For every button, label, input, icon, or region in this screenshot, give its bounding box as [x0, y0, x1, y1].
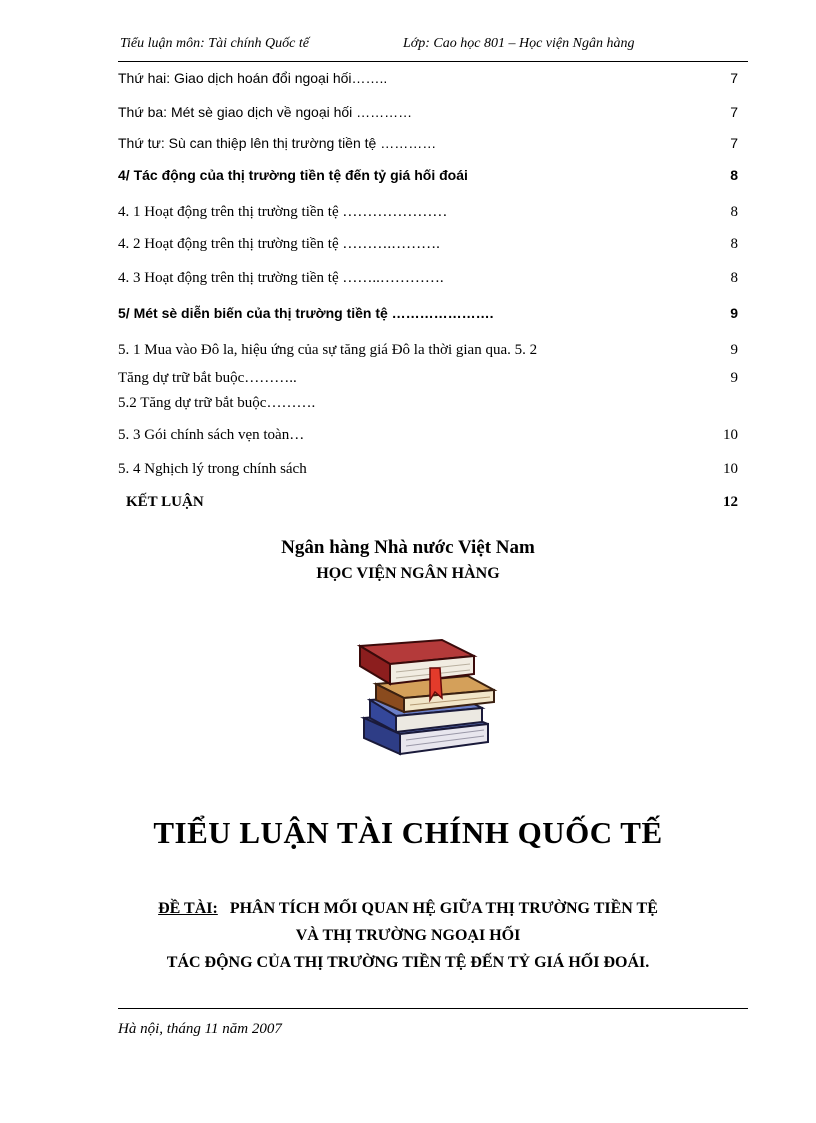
topic-line-3: TÁC ĐỘNG CỦA THỊ TRƯỜNG TIỀN TỆ ĐẾN TỶ GIÁ HỐI ĐOÁI. — [166, 954, 650, 971]
toc-entry-page: 8 — [730, 270, 738, 286]
toc-entry-label: Thứ hai: Giao dịch hoán đổi ngoại hối…….. — [118, 70, 388, 86]
toc-entry-label: 5. 3 Gói chính sách vẹn toàn… — [118, 427, 305, 443]
toc-entry-page: 10 — [723, 461, 738, 477]
header-course: Tiểu luận môn: Tài chính Quốc tế — [120, 36, 309, 51]
document-title: TIỂU LUẬN TÀI CHÍNH QUỐC TẾ — [153, 815, 663, 850]
toc-entry-page: 7 — [730, 70, 738, 86]
topic-line-1 — [0, 895, 816, 922]
toc-entry-page: 9 — [730, 370, 738, 386]
toc-entry-page: 10 — [723, 427, 738, 443]
toc-entry-page: 12 — [723, 494, 738, 510]
page-header — [120, 36, 746, 62]
toc-entry-label: Thứ ba: Mét sè giao dịch về ngoại hối ………… — [118, 104, 413, 120]
toc-entry-page: 7 — [730, 135, 738, 151]
toc-entry-label: 5.2 Tăng dự trữ bắt buộc………. — [118, 395, 316, 411]
toc-entry-label: 5/ Mét sè diễn biến của thị trường tiền tệ …………………. — [118, 305, 494, 321]
books-stack-icon — [350, 632, 500, 767]
toc-entry-label: Tăng dự trữ bắt buộc……….. — [118, 370, 297, 386]
toc-entry-page: 8 — [730, 167, 738, 183]
institution-name: Ngân hàng Nhà nước Việt Nam — [281, 537, 535, 558]
toc-entry-label: 5. 4 Nghịch lý trong chính sách — [118, 461, 307, 477]
toc-entry-label: 5. 1 Mua vào Đô la, hiệu ứng của sự tăng giá Đô la thời gian qua. 5. 2 — [118, 342, 538, 358]
header-divider — [118, 61, 748, 62]
toc-entry-page: 8 — [730, 236, 738, 252]
topic-text: PHÂN TÍCH MỐI QUAN HỆ GIỮA THỊ TRƯỜNG TIỀN TỆ — [229, 900, 658, 917]
toc-entry-label: 4. 2 Hoạt động trên thị trường tiền tệ ……….………. — [118, 236, 440, 252]
toc-entry-page: 7 — [730, 104, 738, 120]
toc-entry-label: Thứ tư: Sù can thiệp lên thị trường tiền tệ ………… — [118, 135, 437, 151]
toc-entry-page: 9 — [730, 305, 738, 321]
toc-entry-page: 8 — [730, 204, 738, 220]
footer-divider — [118, 1008, 748, 1009]
academy-name: HỌC VIỆN NGÂN HÀNG — [316, 565, 500, 582]
toc-entry-label: 4. 3 Hoạt động trên thị trường tiền tệ ……..…………. — [118, 270, 444, 286]
topic-line-2: VÀ THỊ TRƯỜNG NGOẠI HỐI — [295, 927, 521, 944]
topic-tag: ĐỀ TÀI: — [158, 900, 218, 917]
place-date: Hà nội, tháng 11 năm 2007 — [118, 1021, 282, 1037]
toc-entry-label: 4/ Tác động của thị trường tiền tệ đến tỷ giá hối đoái — [118, 167, 468, 183]
toc-entry-label: KẾT LUẬN — [126, 494, 204, 510]
toc-entry-label: 4. 1 Hoạt động trên thị trường tiền tệ ………………… — [118, 204, 448, 220]
topic-block — [0, 895, 816, 976]
header-class: Lớp: Cao học 801 – Học viện Ngân hàng — [403, 36, 635, 51]
toc-entry-page: 9 — [730, 342, 738, 358]
